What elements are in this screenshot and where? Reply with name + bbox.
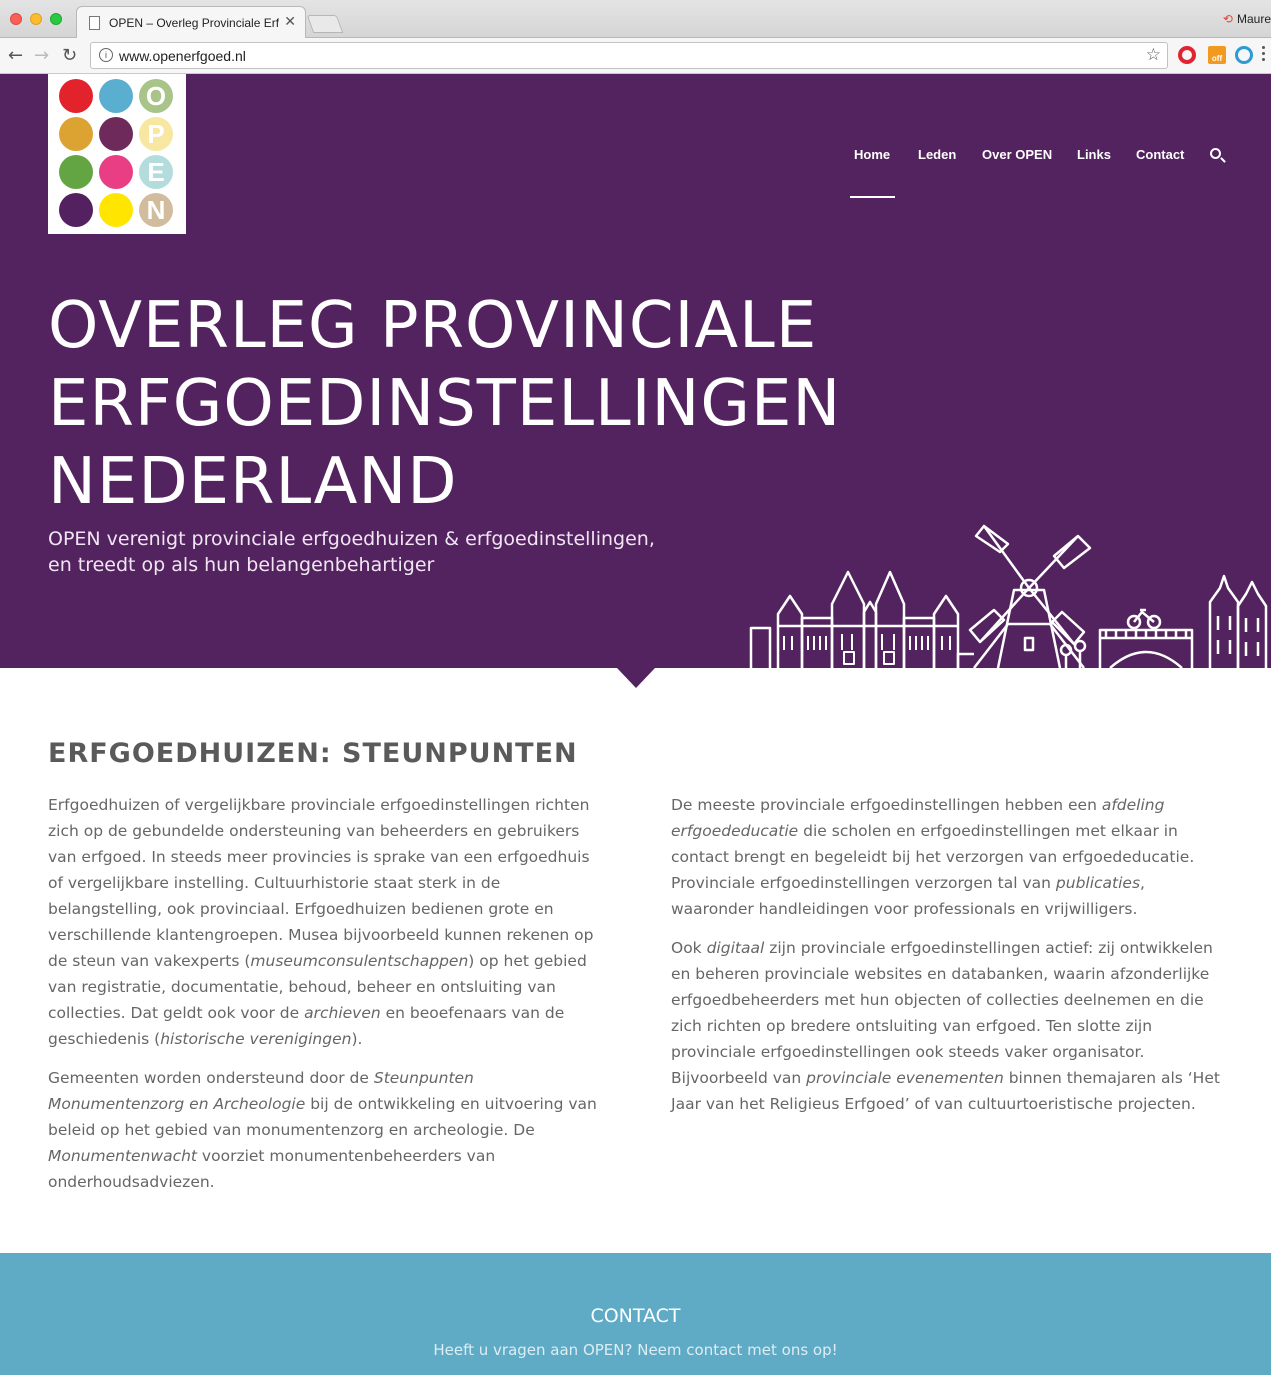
bookmark-star-icon[interactable]: ☆ <box>1145 45 1161 65</box>
logo-dot <box>59 155 93 189</box>
hero-subtitle-line: en treedt op als hun belangenbehartiger <box>48 554 435 576</box>
logo-dot <box>59 193 93 227</box>
nav-home[interactable]: Home <box>854 147 891 162</box>
off-badge-label: off <box>1211 54 1223 63</box>
forward-arrow-icon[interactable]: → <box>34 45 50 66</box>
logo-dot <box>59 79 93 113</box>
section-title: ERFGOEDHUIZEN: STEUNPUNTEN <box>48 738 578 769</box>
sync-icon: ⟲ <box>1222 12 1233 26</box>
paragraph: Ook digitaal zijn provinciale erfgoedinstellingen actief: zij ontwikkelen en beheren provinciale websites en databanken, waarin afzonderlijke erfgoedbeheerders met hun objecten of collecties deelnemen en die zich richten op bredere ontsluiting van erfgoed. Ten slotte zijn provinciale erfgoedinstellingen ook steeds vaker organisator. Bijvoorbeeld van provinciale evenementen binnen themajaren als ‘Het Jaar van het Religieus Erfgoed’ of van cultuurtoeristische projecten. <box>671 939 1220 1113</box>
url-text[interactable]: www.openerfgoed.nl <box>119 48 246 64</box>
logo-dot-letter-p: P <box>139 117 173 151</box>
browser-tab[interactable] <box>76 6 306 38</box>
hero-title-line: NEDERLAND <box>48 445 458 519</box>
minimize-window-button[interactable] <box>30 13 42 25</box>
paragraph: Gemeenten worden ondersteund door de Steunpunten Monumentenzorg en Archeologie bij de ontwikkeling en uitvoering van beleid op het gebied van monumentenzorg en archeologie. De Monumentenwacht voorziet monumentenbeheerders van onderhoudsadviezen. <box>48 1069 597 1191</box>
zoom-window-button[interactable] <box>50 13 62 25</box>
blue-extension-icon[interactable] <box>1235 46 1253 64</box>
nav-leden[interactable]: Leden <box>918 147 957 162</box>
address-toolbar <box>0 38 1271 74</box>
active-nav-indicator <box>850 196 895 198</box>
paragraph: Erfgoedhuizen of vergelijkbare provinciale erfgoedinstellingen richten zich op de gebundelde ondersteuning van beheerders en gebruikers van erfgoed. In steeds meer provincies is sprake van een erfgoedhuis of vergelijkbare instelling. Cultuurhistorie staat sterk in de belangstelling, ook provinciaal. Erfgoedhuizen bedienen grote en verschillende klantengroepen. Musea bijvoorbeeld kunnen rekenen op de steun van vakexperts (museumconsulentschappen) op het gebied van registratie, documentatie, behoud, beheer en ontsluiting van collecties. Dat geldt ook voor de archieven en beoefenaars van de geschiedenis (historische verenigingen). <box>48 796 594 1048</box>
paragraph: De meeste provinciale erfgoedinstellingen hebben een afdeling erfgoededucatie die scholen en erfgoedinstellingen met elkaar in contact brengt en begeleidt bij het verzorgen van erfgoededucatie. Provinciale erfgoedinstellingen verzorgen tal van publicaties, waaronder handleidingen voor professionals en vrijwilligers. <box>671 796 1195 918</box>
page-icon <box>89 16 100 30</box>
logo-dot <box>59 117 93 151</box>
profile-name: Maure <box>1236 12 1271 26</box>
contact-section <box>0 1253 1271 1375</box>
info-icon[interactable]: i <box>99 48 113 62</box>
hero-subtitle <box>48 526 688 578</box>
browser-tab-bar <box>0 0 1271 38</box>
opera-extension-icon[interactable] <box>1178 46 1196 64</box>
close-window-button[interactable] <box>10 13 22 25</box>
logo-dot <box>99 155 133 189</box>
contact-text[interactable]: Heeft u vragen aan OPEN? Neem contact met ons op! <box>433 1341 838 1359</box>
right-column <box>671 792 1231 1130</box>
logo-dot <box>99 193 133 227</box>
hero-subtitle-line: OPEN verenigt provinciale erfgoedhuizen & erfgoedinstellingen, <box>48 528 655 550</box>
left-column <box>48 792 608 1208</box>
close-tab-icon[interactable]: ✕ <box>284 14 296 30</box>
reload-icon[interactable]: ↻ <box>62 45 78 66</box>
logo-dot-letter-o: O <box>139 79 173 113</box>
back-arrow-icon[interactable]: ← <box>8 45 24 66</box>
logo-dot-letter-e: E <box>139 155 173 189</box>
tab-title: OPEN – Overleg Provinciale Erf <box>109 16 279 30</box>
nav-contact[interactable]: Contact <box>1136 147 1185 162</box>
hero-title-line: OVERLEG PROVINCIALE <box>48 289 818 363</box>
profile-area[interactable] <box>1223 12 1271 26</box>
logo-dot <box>99 79 133 113</box>
menu-dots-icon[interactable] <box>1262 46 1266 64</box>
skyline-illustration <box>748 506 1271 668</box>
new-tab-button[interactable] <box>307 15 344 33</box>
hero-section <box>0 74 1271 668</box>
hero-title-line: ERFGOEDINSTELLINGEN <box>48 367 842 441</box>
off-extension-icon[interactable] <box>1208 46 1226 64</box>
hero-title <box>48 287 1008 521</box>
contact-title: CONTACT <box>590 1305 681 1327</box>
open-logo[interactable] <box>48 74 186 234</box>
nav-over-open[interactable]: Over OPEN <box>982 147 1053 162</box>
hero-pointer-notch <box>617 668 655 688</box>
logo-dot-letter-n: N <box>139 193 173 227</box>
search-icon[interactable] <box>1210 148 1221 159</box>
address-bar[interactable] <box>90 42 1168 69</box>
nav-links[interactable]: Links <box>1077 147 1111 162</box>
logo-dot <box>99 117 133 151</box>
